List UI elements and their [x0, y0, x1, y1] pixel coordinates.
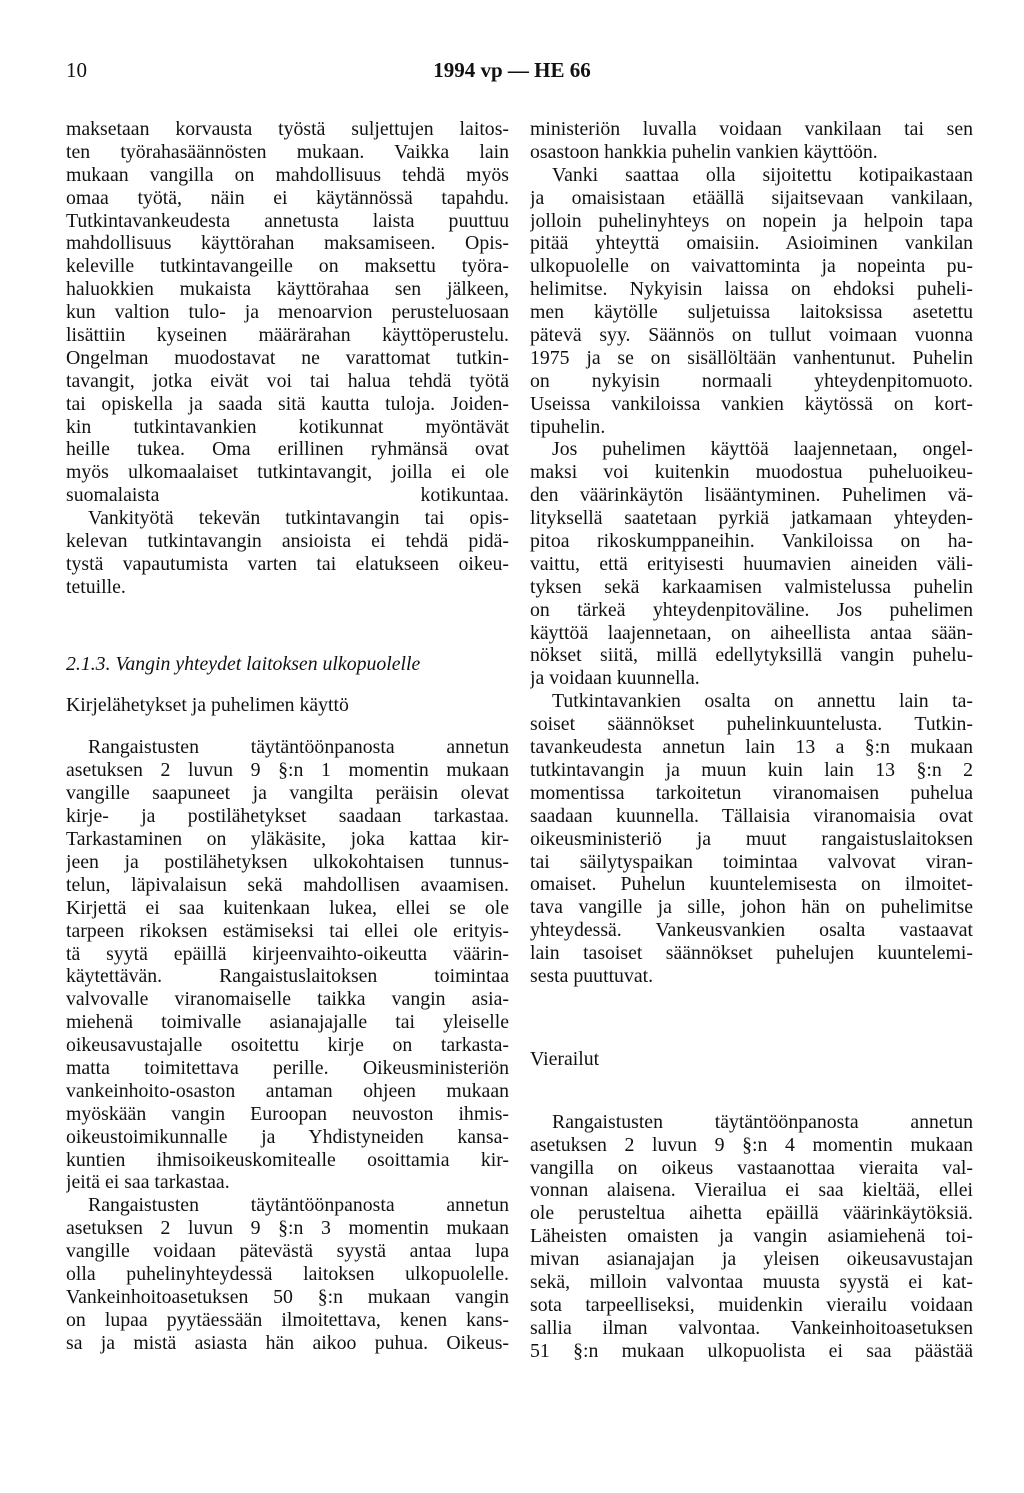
- text-line: jolloin puhelinyhteys on nopein ja helpoin tapa: [530, 209, 973, 232]
- text-line: asetuksen 2 luvun 9 §:n 1 momentin mukaan: [66, 759, 509, 782]
- text-line: men käytölle suljetuissa laitoksissa asetettu: [530, 301, 973, 324]
- text-line: Vanki saattaa olla sijoitettu kotipaikastaan: [552, 163, 973, 186]
- text-line: saadaan kuunnella. Tällaisia viranomaisia ovat: [530, 804, 973, 827]
- text-line: käyttöä laajennetaan, on aiheellista antaa sään-: [530, 621, 973, 644]
- text-line: Jos puhelimen käyttöä laajennetaan, ongel-: [552, 438, 973, 461]
- text-line: vonnan alaisena. Vierailua ei saa kieltää, ellei: [530, 1179, 973, 1202]
- text-line: Rangaistusten täytäntöönpanosta annetun: [552, 1110, 973, 1133]
- text-line: tavangit, jotka eivät voi tai halua tehdä työtä: [66, 369, 509, 392]
- right-paragraph-5: [530, 1111, 973, 1363]
- text-line: tutkintavangin ja muun kuin lain 13 §:n 2: [530, 758, 973, 781]
- text-line: vaittu, että erityisesti huumavien aineiden väli-: [530, 552, 973, 575]
- text-line: valvovalle viranomaiselle taikka vangin asia-: [66, 988, 509, 1011]
- text-line: Vankityötä tekevän tutkintavangin tai opis-: [88, 507, 509, 530]
- text-line: pätevä syy. Säännös on tullut voimaan vuonna: [530, 324, 973, 347]
- text-line: momentissa tarkoitetun viranomaisen puhelua: [530, 781, 973, 804]
- text-line: heille tukea. Oma erillinen ryhmänsä ovat: [66, 438, 509, 461]
- text-line: lain tasoiset säännökset puhelujen kuuntelemi-: [530, 942, 973, 965]
- text-line: mukaan vangilla on mahdollisuus tehdä myös: [66, 163, 509, 186]
- text-line: oikeustoimikunnalle ja Yhdistyneiden kansa-: [66, 1125, 509, 1148]
- text-line: kin tutkintavankien kotikunnat myöntävät: [66, 415, 509, 438]
- text-line: oikeusministeriö ja muut rangaistuslaitoksen: [530, 827, 973, 850]
- text-line: maksetaan korvausta työstä suljettujen laitos-: [66, 118, 509, 140]
- text-line: sekä, milloin valvontaa muusta syystä ei kat-: [530, 1270, 973, 1293]
- page-number: 10: [66, 58, 87, 82]
- text-line: maksi voi kuitenkin muodostua puheluoikeu-: [530, 461, 973, 484]
- text-line: asetuksen 2 luvun 9 §:n 3 momentin mukaan: [66, 1217, 509, 1240]
- text-line: vangilla on oikeus vastaanottaa vieraita val-: [530, 1156, 973, 1179]
- left-paragraph-3: [66, 736, 509, 1194]
- left-paragraph-1: [66, 118, 509, 507]
- left-paragraph-4: [66, 1194, 509, 1354]
- text-line: lityksellä saatetaan pyrkiä jatkamaan yhteyden-: [530, 507, 973, 530]
- text-line: matta toimitettava perille. Oikeusministeriön: [66, 1056, 509, 1079]
- text-line: myös ulkomaalaiset tutkintavangit, joilla ei ole: [66, 461, 509, 484]
- text-line: tai opiskella ja saada sitä kautta tuloja. Joiden-: [66, 392, 509, 415]
- text-line: suomalaista kotikuntaa.: [66, 484, 509, 507]
- text-line: osastoon hankkia puhelin vankien käyttöön.: [530, 140, 878, 163]
- running-head: 1994 vp — HE 66: [433, 58, 591, 82]
- text-line: Rangaistusten täytäntöönpanosta annetun: [88, 1194, 509, 1217]
- text-line: Läheisten omaisten ja vangin asiamiehenä toi-: [530, 1225, 973, 1248]
- text-line: Kirjettä ei saa kuitenkaan lukea, ellei se ole: [66, 896, 509, 919]
- text-line: den väärinkäytön lisääntyminen. Puhelimen vä-: [530, 484, 973, 507]
- left-paragraph-2: [66, 507, 509, 599]
- text-line: ulkopuolelle on vaivattominta ja nopeinta pu-: [530, 255, 973, 278]
- text-line: Ongelman muodostavat ne varattomat tutkin-: [66, 346, 509, 369]
- subheading-letters-phone: Kirjelähetykset ja puhelimen käyttö: [66, 693, 349, 716]
- text-line: sesta puuttuvat.: [530, 964, 654, 987]
- text-line: vangille voidaan pätevästä syystä antaa lupa: [66, 1240, 509, 1263]
- text-line: soiset säännökset puhelinkuuntelusta. Tutkin-: [530, 713, 973, 736]
- text-line: Tutkintavankeudesta annetusta laista puuttuu: [66, 209, 509, 232]
- text-line: mahdollisuus käyttörahan maksamiseen. Opis-: [66, 232, 509, 255]
- text-line: asetuksen 2 luvun 9 §:n 4 momentin mukaan: [530, 1133, 973, 1156]
- text-line: 51 §:n mukaan ulkopuolista ei saa päästää: [530, 1339, 973, 1362]
- text-line: ja omaisistaan etäällä sijaitsevaan vankilaan,: [530, 186, 973, 209]
- text-line: tava vangille ja sille, johon hän on puhelimitse: [530, 896, 973, 919]
- text-line: myöskään vangin Euroopan neuvoston ihmis-: [66, 1102, 509, 1125]
- text-line: tä syytä epäillä kirjeenvaihto-oikeutta väärin-: [66, 942, 509, 965]
- text-line: jeitä ei saa tarkastaa.: [66, 1171, 230, 1194]
- text-line: sa ja mistä asiasta hän aikoo puhua. Oikeus-: [66, 1331, 509, 1354]
- text-line: sota tarpeelliseksi, muidenkin vierailu voidaan: [530, 1293, 973, 1316]
- right-paragraph-3: [530, 438, 973, 690]
- right-column: [530, 118, 973, 1363]
- text-line: vangille saapuneet ja vangilta peräisin olevat: [66, 782, 509, 805]
- text-line: on nykyisin normaali yhteydenpitomuoto.: [530, 369, 973, 392]
- text-line: Vankeinhoitoasetuksen 50 §:n mukaan vangin: [66, 1285, 509, 1308]
- text-line: keleville tutkintavangeille on maksettu työra-: [66, 255, 509, 278]
- text-line: mivan asianajajan ja yleisen oikeusavustajan: [530, 1248, 973, 1271]
- text-line: pitää yhteyttä omaisiin. Asioiminen vankilan: [530, 232, 973, 255]
- text-line: on lupaa pyytäessään ilmoitettava, kenen kans-: [66, 1308, 509, 1331]
- text-line: tetuille.: [66, 575, 126, 598]
- text-line: kun valtion tulo- ja menoarvion perusteluosaan: [66, 301, 509, 324]
- text-line: sallia ilman valvontaa. Vankeinhoitoasetuksen: [530, 1316, 973, 1339]
- text-line: kirje- ja postilähetykset saadaan tarkastaa.: [66, 805, 509, 828]
- text-line: nökset siitä, millä edellytyksillä vangin puhelu-: [530, 644, 973, 667]
- text-line: olla puhelinyhteydessä laitoksen ulkopuolelle.: [66, 1262, 509, 1285]
- text-line: tavankeudesta annetun lain 13 a §:n mukaan: [530, 736, 973, 759]
- text-line: pitoa rikoskumppaneihin. Vankiloissa on ha-: [530, 530, 973, 553]
- text-line: omaiset. Puhelun kuuntelemisesta on ilmoitet-: [530, 873, 973, 896]
- text-line: ministeriön luvalla voidaan vankilaan tai sen: [530, 118, 973, 140]
- text-line: tai säilytyspaikan toimintaa valvovat viran-: [530, 850, 973, 873]
- text-line: tipuhelin.: [530, 415, 606, 438]
- text-line: tarpeen rikoksen estämiseksi tai ellei ole erityis-: [66, 919, 509, 942]
- text-line: haluokkien mukaista käyttörahaa sen jälkeen,: [66, 278, 509, 301]
- text-line: ja voidaan kuunnella.: [530, 667, 700, 690]
- text-line: jeen ja postilähetyksen ulkokohtaisen tunnus-: [66, 850, 509, 873]
- text-line: ten työrahasäännösten mukaan. Vaikka lain: [66, 140, 509, 163]
- subheading-visits: Vierailut: [530, 1047, 600, 1070]
- text-line: omaa työtä, näin ei käytännössä tapahdu.: [66, 186, 509, 209]
- text-line: tystä vapautumista varten tai elatukseen oikeu-: [66, 552, 509, 575]
- right-paragraph-2: [530, 164, 973, 439]
- text-line: Rangaistusten täytäntöönpanosta annetun: [88, 736, 509, 759]
- text-line: tyksen sekä karkaamisen valmistelussa puhelin: [530, 575, 973, 598]
- text-line: Tutkintavankien osalta on annettu lain ta-: [552, 690, 973, 713]
- right-paragraph-4: [530, 690, 973, 988]
- text-line: helimitse. Nykyisin laissa on ehdoksi puheli-: [530, 278, 973, 301]
- text-line: ole perusteltua aihetta epäillä väärinkäytöksiä.: [530, 1202, 973, 1225]
- right-paragraph-1: [530, 118, 973, 164]
- text-line: Tarkastaminen on yläkäsite, joka kattaa kir-: [66, 828, 509, 851]
- text-line: oikeusavustajalle osoitettu kirje on tarkasta-: [66, 1034, 509, 1057]
- text-line: yhteydessä. Vankeusvankien osalta vastaavat: [530, 919, 973, 942]
- left-column: [66, 118, 509, 1355]
- text-line: on tärkeä yhteydenpitoväline. Jos puhelimen: [530, 598, 973, 621]
- text-line: miehenä toimivalle asianajajalle tai yleiselle: [66, 1011, 509, 1034]
- text-line: lisättiin kyseinen määrärahan käyttöperustelu.: [66, 324, 509, 347]
- text-line: kuntien ihmisoikeuskomitealle osoittamia kir-: [66, 1148, 509, 1171]
- text-line: käytettävän. Rangaistuslaitoksen toimintaa: [66, 965, 509, 988]
- text-line: 1975 ja se on sisällöltään vanhentunut. Puhelin: [530, 346, 973, 369]
- text-line: Useissa vankiloissa vankien käytössä on kort-: [530, 392, 973, 415]
- text-line: kelevan tutkintavangin ansioista ei tehdä pidä-: [66, 530, 509, 553]
- text-line: vankeinhoito-osaston antaman ohjeen mukaan: [66, 1079, 509, 1102]
- text-line: telun, läpivalaisun sekä mahdollisen avaamisen.: [66, 873, 509, 896]
- section-heading: 2.1.3. Vangin yhteydet laitoksen ulkopuolelle: [66, 652, 421, 675]
